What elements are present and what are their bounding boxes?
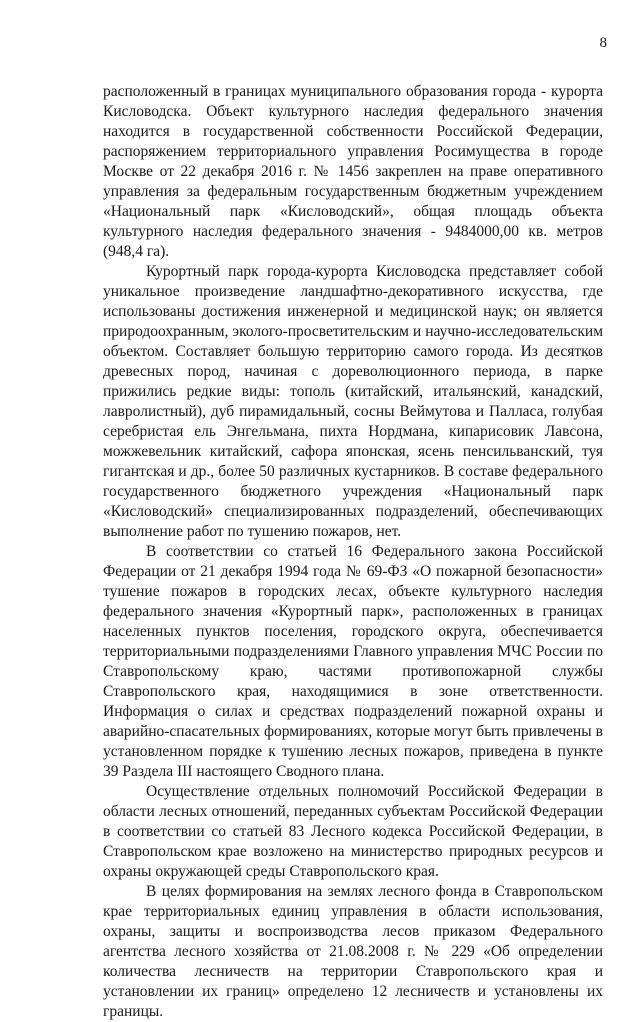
paragraph-forestry-units: В целях формирования на землях лесного фонда в Ставропольском крае территориальных единиц управления в области использования, охраны, защиты и воспроизводства лесов приказом Федерального агентства лесного хозяйства от 21.08.2008 г. № 229 «Об определении количества лесничеств на территории Ставропольского края и установлении их границ» определено 12 лесничеств и установлены их границы. — [103, 883, 603, 1020]
paragraph-resort-park-description: Курортный парк города-курорта Кисловодска представляет собой уникальное произведение ландшафтно-декоративного искусства, где использованы достижения инженерной и медицинской наук; он является природоохранным, эколого-просветительским и научно-исследовательским объектом. Составляет большую территорию самого города. Из десятков древесных пород, начиная с дореволюционного периода, в парке прижились редкие виды: тополь (китайский, итальянский, канадский, лавролистный), дуб пирамидальный, сосны Веймутова и Палласа, голубая серебристая ель Энгельмана, пихта Нордмана, кипарисовик Лавсона, можжевельник китайский, сафора японская, ясень пенсильванский, туя гигантская и др., более 50 различных кустарников. В составе федерального государственного бюджетного учреждения «Национальный парк «Кисловодский» специализированных подразделений, обеспечивающих выполнение работ по тушению пожаров, нет. — [103, 263, 603, 540]
document-body — [103, 82, 603, 1022]
page-number: 8 — [599, 35, 607, 51]
paragraph-forest-authority: Осуществление отдельных полномочий Российской Федерации в области лесных отношений, переданных субъектам Российской Федерации в соответствии со статьей 83 Лесного кодекса Российской Федерации, в Ставропольском крае возложено на министерство природных ресурсов и охраны окружающей среды Ставропольского края. — [103, 783, 603, 880]
paragraph-park-location: расположенный в границах муниципального образования города - курорта Кисловодска. Объект культурного наследия федерального значения находится в государственной собственности Российской Федерации, распоряжением территориального управления Росимущества в городе Москве от 22 декабря 2016 г. № 1456 закреплен на праве оперативного управления за федеральным государственным бюджетным учреждением «Национальный парк «Кисловодский», общая площадь объекта культурного наследия федерального значения - 9484000,00 кв. метров (948,4 га). — [103, 83, 603, 260]
paragraph-fire-safety-law: В соответствии со статьей 16 Федерального закона Российской Федерации от 21 декабря 1994 года № 69-ФЗ «О пожарной безопасности» тушение пожаров в городских лесах, объекте культурного наследия федерального значения «Курортный парк», расположенных в границах населенных пунктов поселения, городского округа, обеспечивается территориальными подразделениями Главного управления МЧС России по Ставропольскому краю, частями противопожарной службы Ставропольского края, находящимися в зоне ответственности. Информация о силах и средствах подразделений пожарной охраны и аварийно-спасательных формированиях, которые могут быть привлечены в установленном порядке к тушению лесных пожаров, приведена в пункте 39 Раздела III настоящего Сводного плана. — [103, 543, 603, 780]
